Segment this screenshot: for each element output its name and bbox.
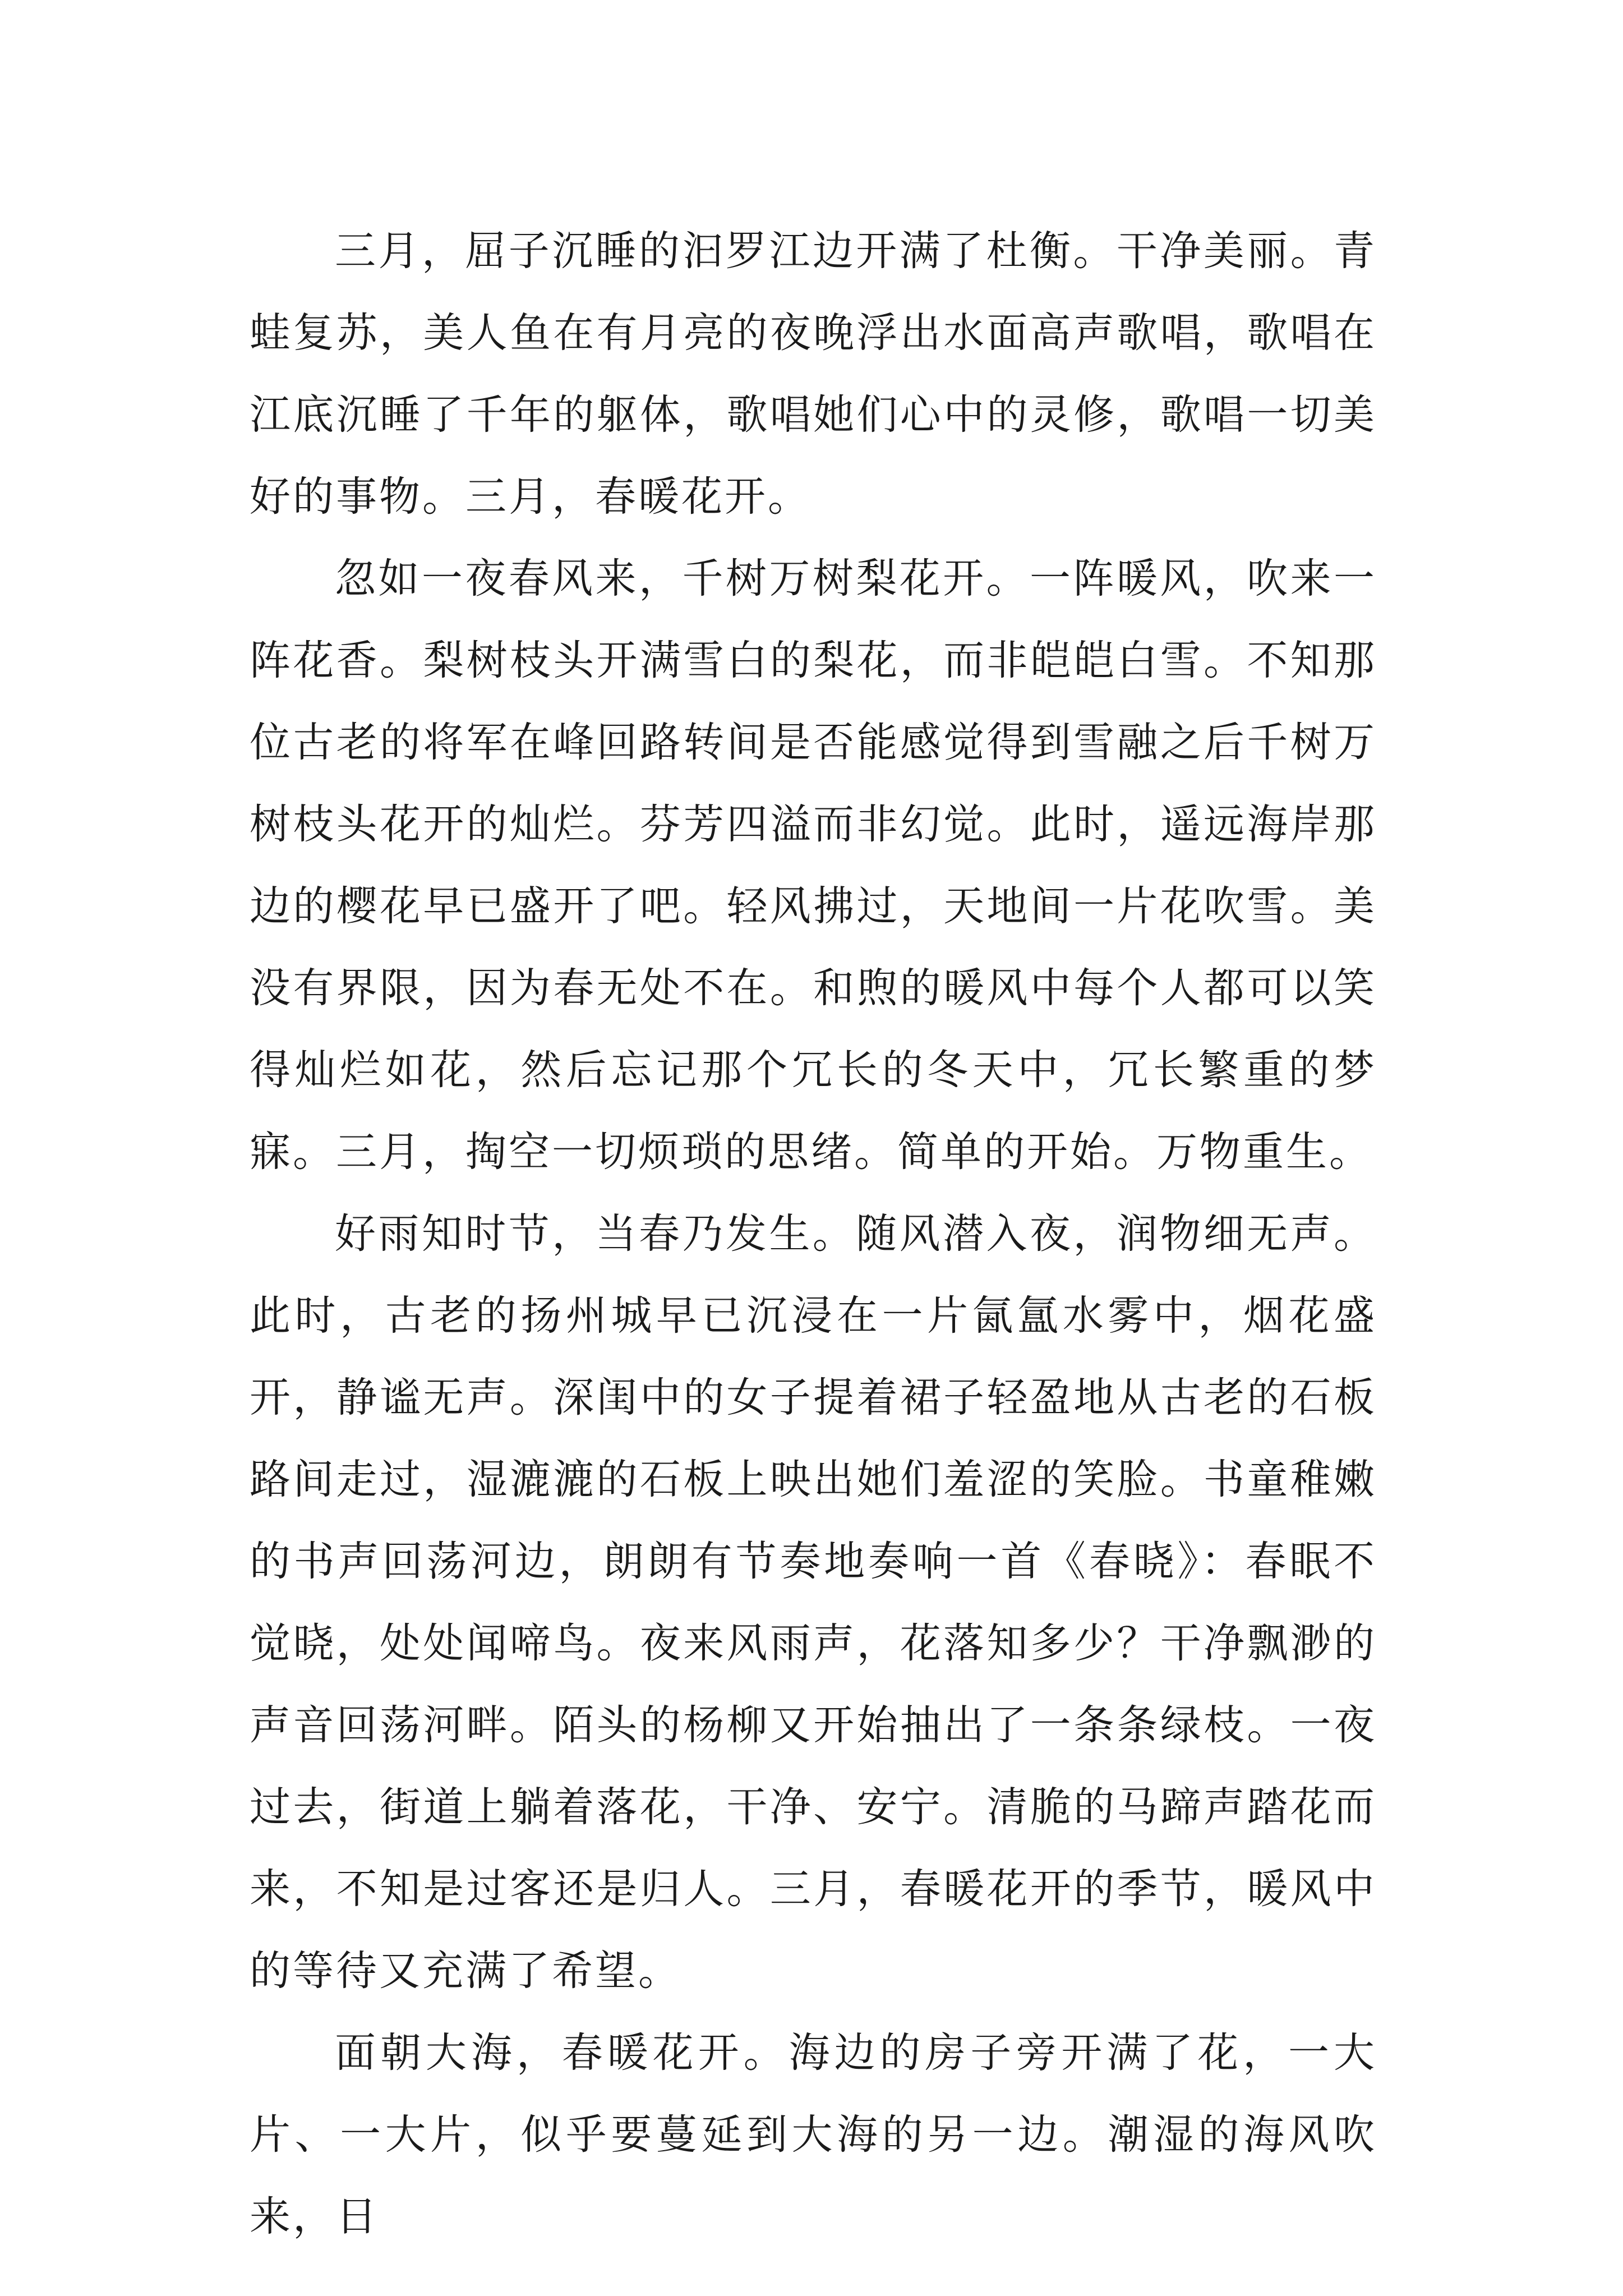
paragraph-4: 面朝大海，春暖花开。海边的房子旁开满了花，一大片、一大片，似乎要蔓延到大海的另一边。潮湿的海风吹来，日 <box>250 2029 1377 2240</box>
paragraph-2: 忽如一夜春风来，千树万树梨花开。一阵暖风，吹来一阵花香。梨树枝头开满雪白的梨花，而非皑皑白雪。不知那位古老的将军在峰回路转间是否能感觉得到雪融之后千树万树枝头花开的灿烂。芬芳四溢而非幻觉。此时，遥远海岸那边的樱花早已盛开了吧。轻风拂过，天地间一片花吹雪。美没有界限，因为春无处不在。和煦的暖风中每个人都可以笑得灿烂如花，然后忘记那个冗长的冬天中，冗长繁重的梦寐。三月，掏空一切烦琐的思绪。简单的开始。万物重生。 <box>250 555 1377 1176</box>
paragraph-3: 好雨知时节，当春乃发生。随风潜入夜，润物细无声。此时，古老的扬州城早已沉浸在一片氤氲水雾中，烟花盛开，静谧无声。深闺中的女子提着裙子轻盈地从古老的石板路间走过，湿漉漉的石板上映出她们羞涩的笑脸。书童稚嫩的书声回荡河边，朗朗有节奏地奏响一首《春晓》：春眠不觉晓，处处闻啼鸟。夜来风雨声，花落知多少？干净飘渺的声音回荡河畔。陌头的杨柳又开始抽出了一条条绿枝。一夜过去，街道上躺着落花，干净、安宁。清脆的马蹄声踏花而来，不知是过客还是归人。三月，春暖花开的季节，暖风中的等待又充满了希望。 <box>250 1210 1377 1995</box>
paragraph-1: 三月，屈子沉睡的汩罗江边开满了杜衡。干净美丽。青蛙复苏，美人鱼在有月亮的夜晚浮出水面高声歌唱，歌唱在江底沉睡了千年的躯体，歌唱她们心中的灵修，歌唱一切美好的事物。三月，春暖花开。 <box>250 227 1377 521</box>
document-body <box>250 210 1377 2258</box>
